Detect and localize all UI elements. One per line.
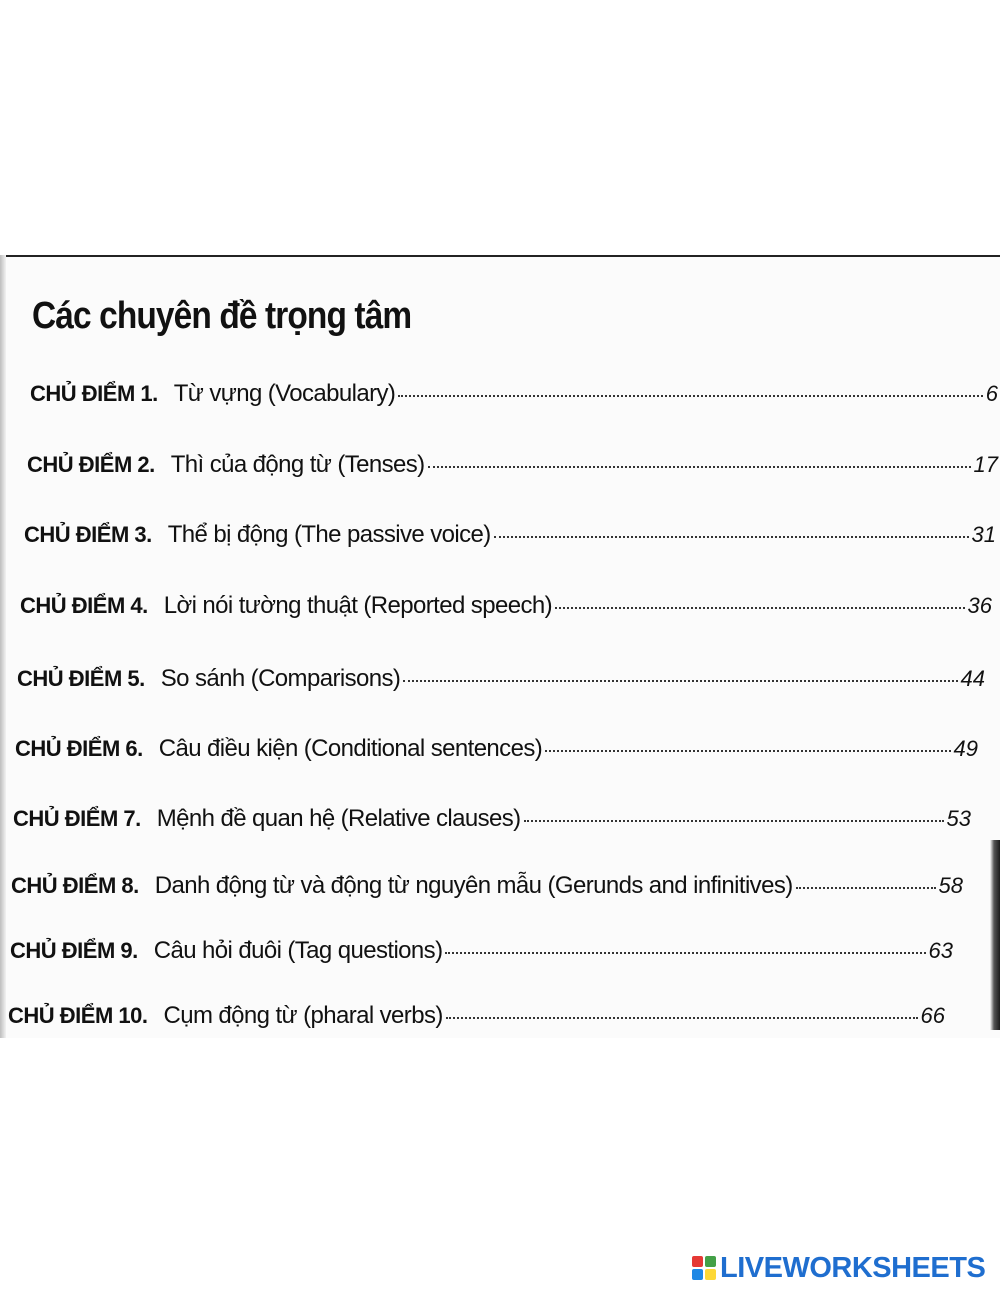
toc-entry-label: CHỦ ĐIỂM 5.	[17, 666, 145, 691]
logo-square	[705, 1256, 716, 1267]
toc-entry	[24, 521, 996, 557]
toc-entry	[8, 1002, 945, 1038]
toc-entry-label: CHỦ ĐIỂM 6.	[15, 736, 143, 761]
toc-entry-title: Thì của động từ (Tenses)	[170, 451, 425, 478]
toc-entry-page: 63	[928, 938, 953, 963]
toc-entry-title: Câu điều kiện (Conditional sentences)	[158, 735, 543, 762]
dot-leader	[428, 466, 971, 468]
toc-entry-title: Danh động từ và động từ nguyên mẫu (Gerunds and infinitives)	[154, 872, 793, 899]
toc-entry-page: 31	[971, 522, 996, 547]
toc-entry-page: 36	[967, 593, 992, 618]
page-title: Các chuyên đề trọng tâm	[32, 295, 412, 337]
page-edge-shadow	[0, 255, 6, 1038]
toc-entry-label: CHỦ ĐIỂM 1.	[30, 381, 158, 406]
toc-entry-label: CHỦ ĐIỂM 8.	[11, 873, 139, 898]
toc-entry	[27, 451, 998, 487]
toc-entry-page: 66	[920, 1003, 945, 1028]
scanned-page	[0, 255, 1000, 1038]
logo-square	[692, 1269, 703, 1280]
dot-leader	[403, 680, 957, 682]
toc-entry-title: Cụm động từ (pharal verbs)	[163, 1002, 443, 1029]
top-rule	[0, 255, 1000, 257]
toc-entry-page: 6	[985, 381, 998, 406]
binding-shadow	[990, 840, 1000, 1030]
toc-entry-page: 53	[946, 806, 971, 831]
toc-entry-label: CHỦ ĐIỂM 7.	[13, 806, 141, 831]
liveworksheets-logo-icon	[692, 1256, 716, 1280]
toc-entry-label: CHỦ ĐIỂM 10.	[8, 1003, 148, 1028]
dot-leader	[555, 607, 965, 609]
toc-entry-title: Mệnh đề quan hệ (Relative clauses)	[156, 805, 521, 832]
toc-entry	[13, 805, 971, 841]
toc-entry	[17, 665, 985, 701]
toc-entry-label: CHỦ ĐIỂM 2.	[27, 452, 155, 477]
dot-leader	[445, 952, 925, 954]
dot-leader	[446, 1017, 918, 1019]
dot-leader	[524, 820, 944, 822]
toc-entry-page: 49	[953, 736, 978, 761]
toc-entry	[11, 872, 963, 908]
dot-leader	[494, 536, 969, 538]
toc-entry-label: CHỦ ĐIỂM 3.	[24, 522, 152, 547]
toc-entry	[10, 937, 953, 973]
logo-square	[705, 1269, 716, 1280]
toc-entry	[30, 380, 998, 416]
dot-leader	[545, 750, 950, 752]
toc-entry-title: Từ vựng (Vocabulary)	[173, 380, 396, 407]
toc-entry-page: 58	[938, 873, 963, 898]
toc-entry-title: Thể bị động (The passive voice)	[167, 521, 491, 548]
liveworksheets-watermark	[692, 1251, 985, 1285]
dot-leader	[796, 887, 936, 889]
toc-entry	[20, 592, 992, 628]
watermark-text: LIVEWORKSHEETS	[720, 1251, 986, 1284]
logo-square	[692, 1256, 703, 1267]
toc-entry-title: So sánh (Comparisons)	[160, 665, 401, 692]
toc-entry-page: 44	[960, 666, 985, 691]
toc-entry-title: Câu hỏi đuôi (Tag questions)	[153, 937, 443, 964]
toc-entry-page: 17	[973, 452, 998, 477]
toc-entry	[15, 735, 978, 771]
toc-entry-label: CHỦ ĐIỂM 9.	[10, 938, 138, 963]
toc-entry-label: CHỦ ĐIỂM 4.	[20, 593, 148, 618]
dot-leader	[398, 395, 982, 397]
toc-entry-title: Lời nói tường thuật (Reported speech)	[163, 592, 552, 619]
